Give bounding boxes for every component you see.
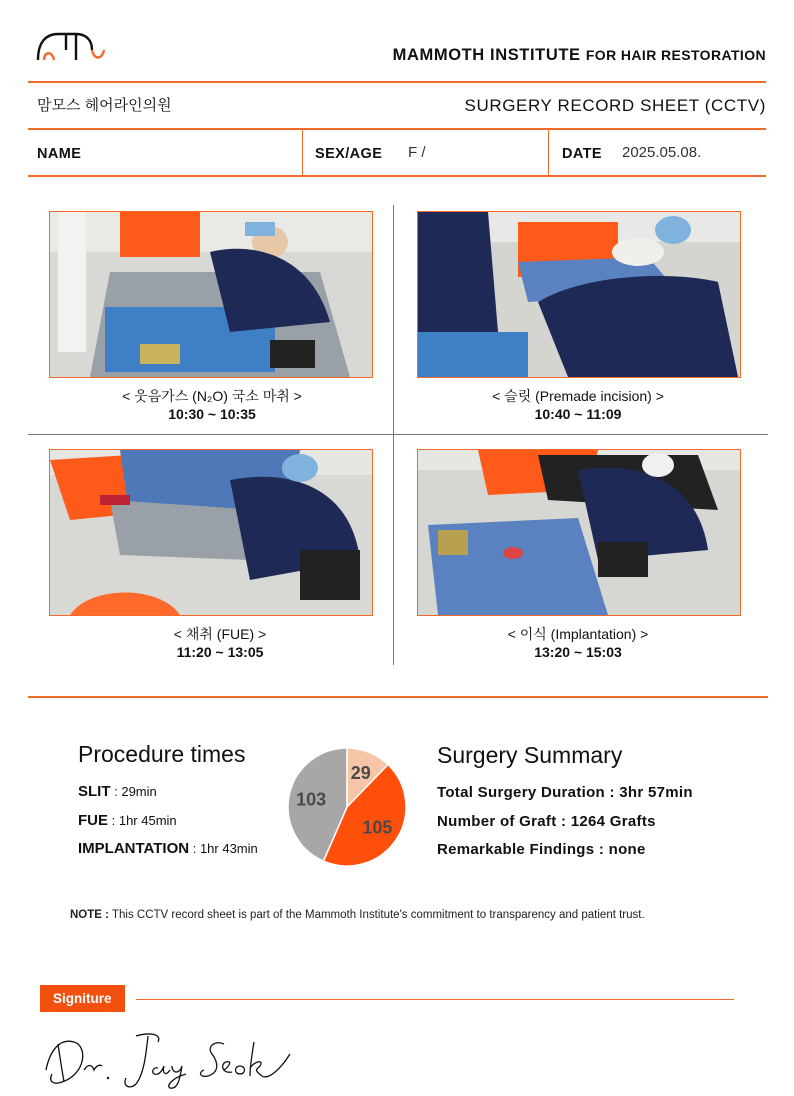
pie-label-implantation: 103 — [296, 789, 327, 810]
date-value: 2025.05.08. — [622, 144, 702, 161]
surgery-summary-title: Surgery Summary — [437, 742, 623, 768]
institute-subtitle: FOR HAIR RESTORATION — [585, 47, 766, 63]
logo-mark — [36, 28, 106, 64]
procedure-sep-implantation: : — [189, 841, 200, 856]
pie-label-fue: 105 — [362, 817, 393, 838]
procedure-item-implantation — [78, 840, 258, 857]
summary-divider — [28, 696, 768, 698]
procedure-times-title: Procedure times — [78, 741, 246, 767]
sexage-label: SEX/AGE — [315, 146, 383, 162]
step-time-3: 11:20 ~ 13:05 — [176, 644, 264, 660]
patient-row-bottom — [28, 175, 766, 177]
clinic-korean-name: 맘모스 헤어라인의원 — [37, 97, 172, 114]
note-line — [70, 909, 645, 921]
handwritten-signature — [40, 1030, 300, 1090]
note-label: NOTE : — [70, 909, 109, 921]
step-caption-3 — [49, 625, 391, 661]
patient-row-top — [28, 128, 766, 130]
procedure-sep-fue: : — [108, 813, 119, 828]
signature-tag: Signiture — [40, 985, 125, 1012]
procedure-label-implantation: IMPLANTATION — [78, 840, 190, 857]
pie-label-slit: 29 — [350, 763, 371, 784]
step-time-4: 13:20 ~ 15:03 — [534, 644, 622, 660]
patient-row-divider-1 — [302, 129, 303, 176]
sheet-title: SURGERY RECORD SHEET (CCTV) — [464, 96, 766, 115]
procedure-value-fue: 1hr 45min — [118, 813, 177, 828]
institute-title — [393, 46, 766, 65]
procedure-value-slit: 29min — [121, 784, 157, 799]
note-text: This CCTV record sheet is part of the Mammoth Institute's commitment to transparency and patient trust. — [108, 909, 645, 921]
procedure-label-fue: FUE — [78, 812, 108, 829]
patient-row-divider-2 — [548, 129, 549, 176]
cctv-photo-fue — [49, 449, 373, 616]
step-title-1: < 웃음가스 (N₂O) 국소 마취 > — [122, 388, 302, 404]
procedure-item-fue — [78, 812, 177, 829]
step-title-2: < 슬릿 (Premade incision) > — [492, 388, 664, 404]
grid-horizontal-divider — [28, 434, 768, 435]
header-divider — [28, 81, 766, 83]
cctv-photo-slit — [417, 211, 741, 378]
summary-grafts: Number of Graft : 1264 Grafts — [437, 813, 656, 830]
date-label: DATE — [562, 146, 602, 162]
procedure-label-slit: SLIT — [78, 783, 111, 800]
cctv-photo-implantation — [417, 449, 741, 616]
summary-duration: Total Surgery Duration : 3hr 57min — [437, 784, 693, 801]
step-time-1: 10:30 ~ 10:35 — [168, 406, 256, 422]
cctv-photo-anesthesia — [49, 211, 373, 378]
signature-line — [136, 999, 734, 1000]
procedure-sep-slit: : — [110, 784, 122, 799]
sexage-value: F / — [408, 144, 426, 161]
name-label: NAME — [37, 146, 82, 162]
grid-vertical-divider — [393, 205, 394, 665]
summary-findings: Remarkable Findings : none — [437, 841, 646, 858]
step-caption-4 — [417, 625, 739, 661]
step-title-3: < 채취 (FUE) > — [173, 626, 267, 642]
procedure-value-implantation: 1hr 43min — [199, 841, 258, 856]
step-title-4: < 이식 (Implantation) > — [507, 626, 649, 642]
step-caption-1 — [49, 387, 375, 423]
step-time-2: 10:40 ~ 11:09 — [534, 406, 622, 422]
step-caption-2 — [417, 387, 739, 423]
institute-name: MAMMOTH INSTITUTE — [392, 46, 581, 64]
procedure-item-slit — [78, 783, 157, 800]
procedure-pie-chart — [280, 740, 414, 874]
